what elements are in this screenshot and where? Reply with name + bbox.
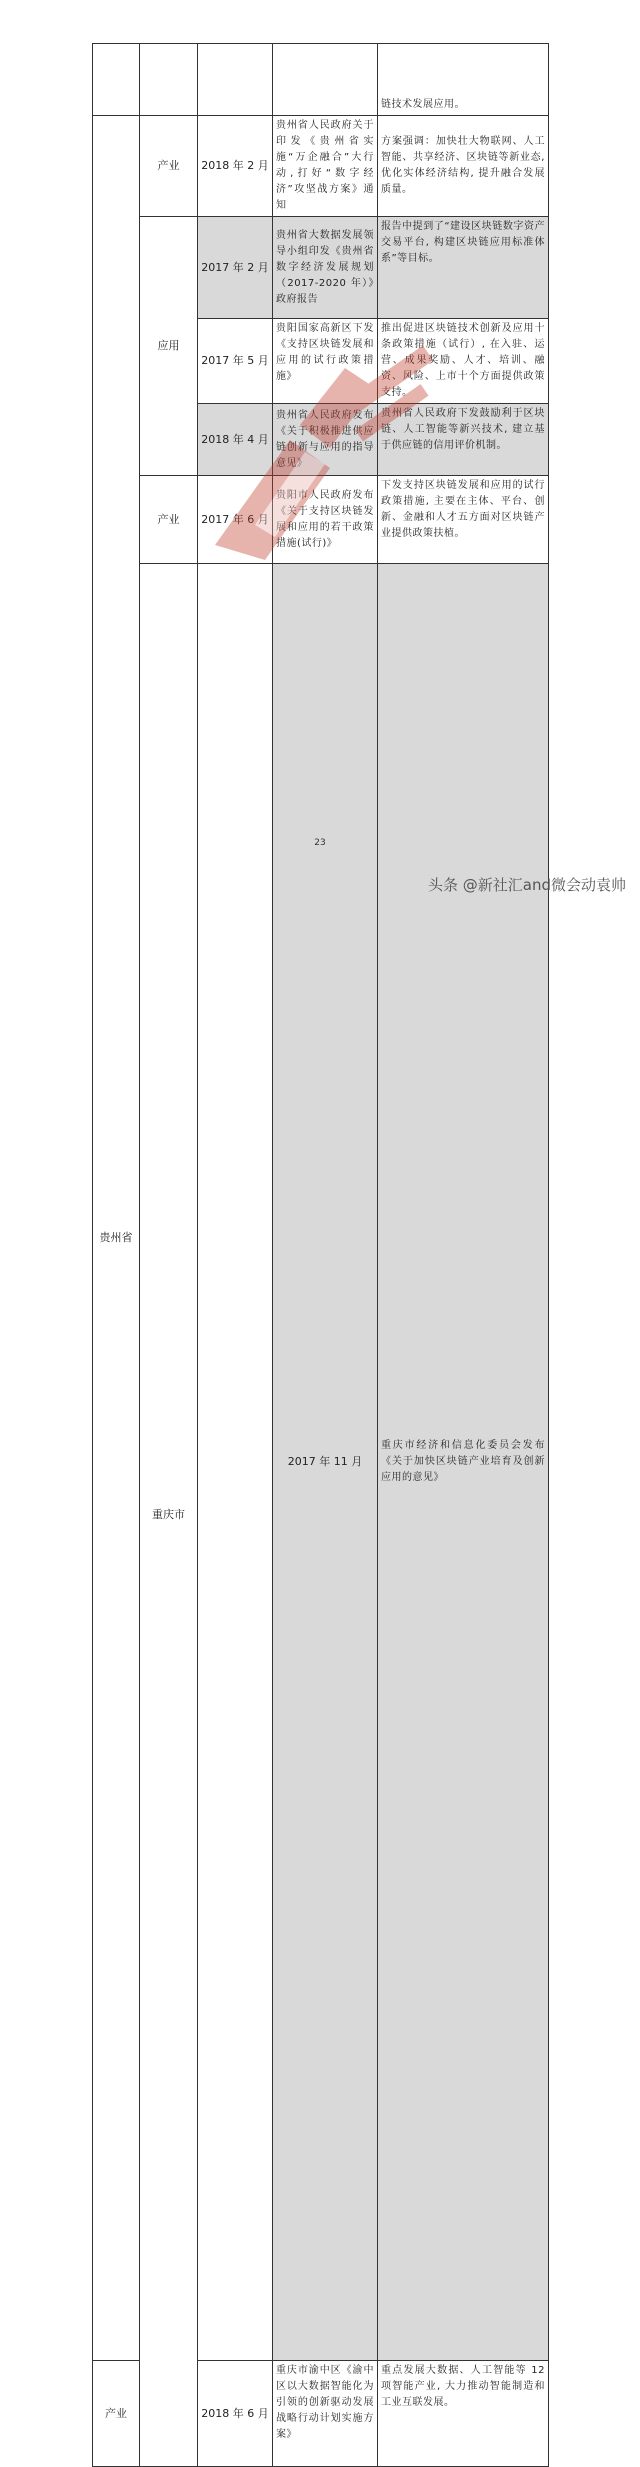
region-cell-chongqing: 重庆市 [140, 564, 198, 2467]
policy-table [92, 43, 549, 2467]
field-cell: 应用 [140, 217, 198, 476]
date-cell [198, 44, 273, 116]
document-cell: 贵阳国家高新区下发《支持区块链发展和应用的试行政策措施》 [273, 319, 378, 404]
date-cell: 2017 年 2 月 [198, 217, 273, 319]
document-cell: 贵州省人民政府关于印发《贵州省实施“万企融合”大行动,打好“数字经济”攻坚战方案》通知 [273, 116, 378, 217]
content-cell: 报告中提到了“建设区块链数字资产交易平台, 构建区块链应用标准体系”等目标。 [378, 217, 549, 319]
document-cell: 贵州省大数据发展领导小组印发《贵州省数字经济发展规划（2017-2020 年）》政府报告 [273, 217, 378, 319]
region-cell [93, 44, 140, 116]
field-cell [140, 44, 198, 116]
document-cell: 贵阳市人民政府发布《关于支持区块链发展和应用的若干政策措施(试行)》 [273, 476, 378, 564]
field-cell: 产业 [93, 2361, 140, 2467]
table-row [93, 116, 549, 217]
field-cell [198, 564, 273, 2361]
document-cell: 贵州省人民政府发布《关于积极推进供应链创新与应用的指导意见》 [273, 404, 378, 476]
content-cell: 推出促进区块链技术创新及应用十条政策措施（试行）, 在入驻、运营、成果奖励、人才、培训、融资、风险、上市十个方面提供政策支持。 [378, 319, 549, 404]
date-cell: 2017 年 6 月 [198, 476, 273, 564]
page-number: 23 [314, 838, 326, 848]
content-cell: 下发支持区块链发展和应用的试行政策措施, 主要在主体、平台、创新、金融和人才五方面对区块链产业提供政策扶植。 [378, 476, 549, 564]
table-row [93, 217, 549, 319]
content-cell: 贵州省人民政府下发鼓励利于区块链、人工智能等新兴技术, 建立基于供应链的信用评价机制。 [378, 404, 549, 476]
date-cell: 2017 年 5 月 [198, 319, 273, 404]
table-row [93, 44, 549, 116]
document-cell: 重庆市渝中区《渝中区以大数据智能化为引领的创新驱动发展战略行动计划实施方案》 [273, 2361, 378, 2467]
table-row [93, 564, 549, 2361]
footer-credit: 头条 @新社汇and微会动袁帅 [428, 876, 626, 894]
document-cell: 重庆市经济和信息化委员会发布《关于加快区块链产业培育及创新应用的意见》 [378, 564, 549, 2361]
field-cell: 产业 [140, 116, 198, 217]
date-cell: 2018 年 6 月 [198, 2361, 273, 2467]
document-cell [273, 44, 378, 116]
field-cell: 产业 [140, 476, 198, 564]
region-cell-guizhou: 贵州省 [93, 116, 140, 2361]
content-cell: 方案强调：加快壮大物联网、人工智能、共享经济、区块链等新业态, 优化实体经济结构, 提升融合发展质量。 [378, 116, 549, 217]
content-cell: 链技术发展应用。 [378, 44, 549, 116]
date-cell: 2017 年 11 月 [273, 564, 378, 2361]
date-cell: 2018 年 4 月 [198, 404, 273, 476]
content-cell: 重点发展大数据、人工智能等 12 项智能产业, 大力推动智能制造和工业互联发展。 [378, 2361, 549, 2467]
date-cell: 2018 年 2 月 [198, 116, 273, 217]
table-row [93, 476, 549, 564]
